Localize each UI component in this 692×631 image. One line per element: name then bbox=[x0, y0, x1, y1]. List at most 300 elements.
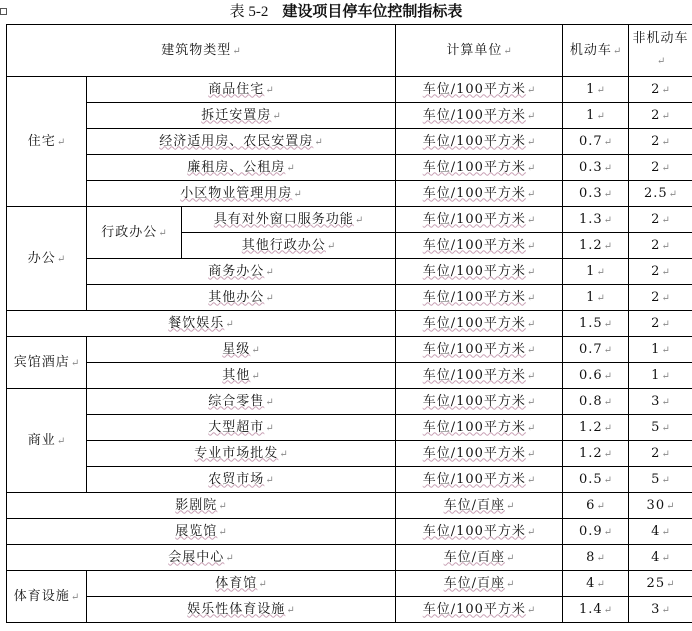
nonmotor-value-cell bbox=[629, 571, 692, 597]
motor-value-cell bbox=[563, 441, 629, 467]
paragraph-mark-icon: ↵ bbox=[314, 136, 323, 148]
paragraph-mark-icon: ↵ bbox=[506, 578, 515, 590]
unit-value: 车位/100平方米 bbox=[422, 523, 526, 539]
paragraph-mark-icon: ↵ bbox=[596, 292, 605, 304]
motor-value-cell bbox=[563, 519, 629, 545]
paragraph-mark-icon: ↵ bbox=[526, 604, 536, 616]
motor-value-cell bbox=[563, 311, 629, 337]
unit-value-cell bbox=[396, 311, 563, 337]
unit-value-cell bbox=[396, 467, 563, 493]
motor-value-cell bbox=[563, 129, 629, 155]
unit-value: 车位/100平方米 bbox=[422, 211, 526, 227]
motor-value-cell bbox=[563, 77, 629, 103]
header-label: 计算单位 bbox=[446, 42, 503, 58]
unit-value-cell bbox=[396, 233, 563, 259]
paragraph-mark-icon: ↵ bbox=[225, 318, 234, 330]
paragraph-mark-icon: ↵ bbox=[232, 45, 241, 57]
motor-value: 1 bbox=[586, 107, 596, 123]
nonmotor-value: 4 bbox=[651, 549, 661, 565]
building-type-label-cell bbox=[7, 311, 396, 337]
building-type-label-cell bbox=[87, 467, 396, 493]
unit-value: 车位/100平方米 bbox=[422, 237, 526, 253]
building-type-label: 农贸市场 bbox=[208, 471, 265, 487]
table-row bbox=[7, 103, 692, 129]
paragraph-mark-icon: ↵ bbox=[666, 578, 675, 590]
building-type-label-cell bbox=[87, 415, 396, 441]
paragraph-mark-icon: ↵ bbox=[661, 474, 670, 486]
paragraph-mark-icon: ↵ bbox=[526, 370, 536, 382]
nonmotor-value-cell bbox=[629, 337, 692, 363]
paragraph-mark-icon: ↵ bbox=[603, 526, 613, 538]
motor-value: 4 bbox=[586, 575, 596, 591]
table-title bbox=[0, 2, 692, 21]
nonmotor-value: 1 bbox=[651, 341, 661, 357]
paragraph-mark-icon: ↵ bbox=[286, 162, 295, 174]
paragraph-mark-icon: ↵ bbox=[612, 45, 622, 57]
motor-value-cell bbox=[563, 415, 629, 441]
paragraph-mark-icon: ↵ bbox=[526, 266, 536, 278]
paragraph-mark-icon: ↵ bbox=[661, 162, 670, 174]
unit-value-cell bbox=[396, 441, 563, 467]
category-label-cell bbox=[7, 77, 87, 207]
motor-value: 1.4 bbox=[578, 601, 603, 617]
building-type-label-cell bbox=[87, 363, 396, 389]
nonmotor-value-cell bbox=[629, 415, 692, 441]
paragraph-mark-icon: ↵ bbox=[506, 552, 515, 564]
paragraph-mark-icon: ↵ bbox=[272, 110, 281, 122]
building-type-label-cell bbox=[87, 597, 396, 623]
motor-value: 1.3 bbox=[578, 211, 603, 227]
motor-value: 0.3 bbox=[578, 185, 603, 201]
paragraph-mark-icon: ↵ bbox=[265, 396, 274, 408]
motor-value: 6 bbox=[586, 497, 596, 513]
unit-value: 车位/100平方米 bbox=[422, 367, 526, 383]
paragraph-mark-icon: ↵ bbox=[326, 240, 336, 252]
motor-value-cell bbox=[563, 363, 629, 389]
table-row bbox=[7, 597, 692, 623]
nonmotor-value: 2 bbox=[651, 263, 661, 279]
motor-value: 1.2 bbox=[578, 445, 603, 461]
paragraph-mark-icon: ↵ bbox=[661, 344, 670, 356]
unit-value: 车位/100平方米 bbox=[422, 315, 526, 331]
building-type-label: 商品住宅 bbox=[208, 81, 265, 97]
paragraph-mark-icon: ↵ bbox=[354, 214, 364, 226]
paragraph-mark-icon: ↵ bbox=[70, 591, 80, 603]
paragraph-mark-icon: ↵ bbox=[158, 227, 167, 239]
motor-value-cell bbox=[563, 597, 629, 623]
nonmotor-value: 2 bbox=[651, 211, 661, 227]
unit-value-cell bbox=[396, 77, 563, 103]
building-type-label: 综合零售 bbox=[208, 393, 265, 409]
nonmotor-value-cell bbox=[629, 545, 692, 571]
paragraph-mark-icon: ↵ bbox=[279, 448, 288, 460]
paragraph-mark-icon: ↵ bbox=[603, 474, 613, 486]
paragraph-mark-icon: ↵ bbox=[218, 500, 227, 512]
nonmotor-value: 4 bbox=[651, 523, 661, 539]
building-type-label: 娱乐性体育设施 bbox=[187, 601, 286, 617]
unit-value-cell bbox=[396, 207, 563, 233]
paragraph-mark-icon: ↵ bbox=[596, 552, 605, 564]
nonmotor-value-cell bbox=[629, 103, 692, 129]
nonmotor-value-cell bbox=[629, 441, 692, 467]
nonmotor-value: 5 bbox=[651, 471, 661, 487]
paragraph-mark-icon: ↵ bbox=[526, 162, 536, 174]
paragraph-mark-icon: ↵ bbox=[661, 448, 670, 460]
table-row bbox=[7, 467, 692, 493]
paragraph-mark-icon: ↵ bbox=[251, 370, 260, 382]
paragraph-mark-icon: ↵ bbox=[603, 188, 613, 200]
nonmotor-value-cell bbox=[629, 233, 692, 259]
nonmotor-value: 3 bbox=[651, 601, 661, 617]
unit-value-cell bbox=[396, 337, 563, 363]
category-label: 办公 bbox=[27, 250, 56, 266]
paragraph-mark-icon: ↵ bbox=[661, 266, 670, 278]
header-label: 非机动车 bbox=[632, 31, 689, 46]
nonmotor-value: 2 bbox=[651, 107, 661, 123]
category-label: 商业 bbox=[27, 432, 56, 448]
unit-value: 车位/100平方米 bbox=[422, 133, 526, 149]
building-type-label-cell bbox=[87, 129, 396, 155]
building-type-label: 展览馆 bbox=[175, 523, 218, 539]
paragraph-mark-icon: ↵ bbox=[225, 552, 234, 564]
motor-value: 1 bbox=[586, 263, 596, 279]
building-type-label: 会展中心 bbox=[168, 549, 225, 565]
paragraph-mark-icon: ↵ bbox=[526, 84, 536, 96]
paragraph-mark-icon: ↵ bbox=[661, 526, 670, 538]
building-type-label: 体育馆 bbox=[215, 575, 258, 591]
building-type-label: 商务办公 bbox=[208, 263, 265, 279]
building-type-label-cell bbox=[87, 259, 396, 285]
nonmotor-value-cell bbox=[629, 129, 692, 155]
unit-value-cell bbox=[396, 389, 563, 415]
nonmotor-value-cell bbox=[629, 389, 692, 415]
unit-value: 车位/百座 bbox=[443, 575, 506, 591]
table-row bbox=[7, 155, 692, 181]
paragraph-mark-icon: ↵ bbox=[603, 162, 613, 174]
building-type-label-cell bbox=[87, 571, 396, 597]
header-row bbox=[7, 25, 692, 77]
paragraph-mark-icon: ↵ bbox=[526, 422, 536, 434]
paragraph-mark-icon: ↵ bbox=[526, 240, 536, 252]
motor-value: 1.5 bbox=[578, 315, 603, 331]
paragraph-mark-icon: ↵ bbox=[293, 188, 302, 200]
building-type-label-cell bbox=[7, 545, 396, 571]
unit-value-cell bbox=[396, 181, 563, 207]
nonmotor-value-cell bbox=[629, 597, 692, 623]
unit-value-cell bbox=[396, 597, 563, 623]
table-row bbox=[7, 363, 692, 389]
paragraph-mark-icon: ↵ bbox=[603, 240, 613, 252]
motor-value: 0.7 bbox=[578, 341, 603, 357]
category-label: 宾馆酒店 bbox=[13, 354, 70, 370]
motor-value-cell bbox=[563, 233, 629, 259]
table-row bbox=[7, 493, 692, 519]
table-row bbox=[7, 285, 692, 311]
paragraph-mark-icon: ↵ bbox=[526, 318, 536, 330]
unit-value: 车位/100平方米 bbox=[422, 81, 526, 97]
building-type-label: 其他行政办公 bbox=[241, 237, 326, 253]
motor-value-cell bbox=[563, 181, 629, 207]
building-type-label: 其他 bbox=[222, 367, 251, 383]
motor-value-cell bbox=[563, 285, 629, 311]
paragraph-mark-icon: ↵ bbox=[668, 188, 678, 200]
header-label: 建筑物类型 bbox=[161, 42, 232, 58]
nonmotor-value-cell bbox=[629, 259, 692, 285]
category-label: 住宅 bbox=[27, 133, 56, 149]
unit-value: 车位/百座 bbox=[443, 549, 506, 565]
paragraph-mark-icon: ↵ bbox=[661, 110, 670, 122]
paragraph-mark-icon: ↵ bbox=[526, 188, 536, 200]
motor-value-cell bbox=[563, 259, 629, 285]
motor-value: 1 bbox=[586, 81, 596, 97]
paragraph-mark-icon: ↵ bbox=[661, 318, 670, 330]
paragraph-mark-icon: ↵ bbox=[596, 266, 605, 278]
paragraph-mark-icon: ↵ bbox=[251, 344, 260, 356]
paragraph-mark-icon: ↵ bbox=[603, 344, 613, 356]
motor-value-cell bbox=[563, 493, 629, 519]
nonmotor-value-cell bbox=[629, 363, 692, 389]
motor-value: 0.9 bbox=[578, 523, 603, 539]
nonmotor-value-cell bbox=[629, 311, 692, 337]
unit-value: 车位/100平方米 bbox=[422, 159, 526, 175]
paragraph-mark-icon: ↵ bbox=[603, 448, 613, 460]
table-row bbox=[7, 311, 692, 337]
paragraph-mark-icon: ↵ bbox=[661, 240, 670, 252]
table-row bbox=[7, 77, 692, 103]
building-type-label-cell bbox=[87, 181, 396, 207]
header-cell-motor bbox=[563, 25, 629, 77]
table-row bbox=[7, 415, 692, 441]
nonmotor-value: 2 bbox=[651, 159, 661, 175]
unit-value: 车位/100平方米 bbox=[422, 289, 526, 305]
building-type-label-cell bbox=[87, 285, 396, 311]
motor-value-cell bbox=[563, 389, 629, 415]
motor-value: 1.2 bbox=[578, 419, 603, 435]
building-type-label: 专业市场批发 bbox=[194, 445, 279, 461]
motor-value-cell bbox=[563, 103, 629, 129]
unit-value-cell bbox=[396, 155, 563, 181]
category-label-cell bbox=[7, 207, 87, 311]
building-type-label-cell bbox=[87, 155, 396, 181]
paragraph-mark-icon: ↵ bbox=[56, 435, 66, 447]
table-body bbox=[7, 25, 692, 623]
paragraph-mark-icon: ↵ bbox=[526, 448, 536, 460]
building-type-label: 经济适用房、农民安置房 bbox=[159, 133, 314, 149]
paragraph-mark-icon: ↵ bbox=[661, 136, 670, 148]
motor-value: 0.6 bbox=[578, 367, 603, 383]
paragraph-mark-icon: ↵ bbox=[526, 292, 536, 304]
motor-value: 1.2 bbox=[578, 237, 603, 253]
building-type-label-cell bbox=[87, 337, 396, 363]
category-label: 行政办公 bbox=[101, 224, 158, 240]
table-row bbox=[7, 441, 692, 467]
paragraph-mark-icon: ↵ bbox=[526, 110, 536, 122]
nonmotor-value: 2 bbox=[651, 445, 661, 461]
table-row bbox=[7, 545, 692, 571]
paragraph-mark-icon: ↵ bbox=[661, 214, 670, 226]
building-type-label-cell bbox=[87, 389, 396, 415]
unit-value-cell bbox=[396, 103, 563, 129]
unit-value: 车位/100平方米 bbox=[422, 471, 526, 487]
paragraph-mark-icon: ↵ bbox=[603, 214, 613, 226]
nonmotor-value-cell bbox=[629, 77, 692, 103]
paragraph-mark-icon: ↵ bbox=[661, 292, 670, 304]
table-row bbox=[7, 571, 692, 597]
paragraph-mark-icon: ↵ bbox=[603, 422, 613, 434]
paragraph-mark-icon: ↵ bbox=[265, 292, 274, 304]
paragraph-mark-icon: ↵ bbox=[661, 370, 670, 382]
motor-value-cell bbox=[563, 467, 629, 493]
building-type-label-cell bbox=[87, 103, 396, 129]
building-type-label-cell bbox=[87, 77, 396, 103]
category-label-cell bbox=[87, 207, 182, 259]
paragraph-mark-icon: ↵ bbox=[265, 266, 274, 278]
paragraph-mark-icon: ↵ bbox=[661, 84, 670, 96]
table-row bbox=[7, 181, 692, 207]
paragraph-mark-icon: ↵ bbox=[56, 253, 66, 265]
paragraph-mark-icon: ↵ bbox=[526, 344, 536, 356]
motor-value: 0.5 bbox=[578, 471, 603, 487]
building-type-label: 小区物业管理用房 bbox=[180, 185, 293, 201]
nonmotor-value: 2 bbox=[651, 81, 661, 97]
paragraph-mark-icon: ↵ bbox=[218, 526, 227, 538]
paragraph-mark-icon: ↵ bbox=[526, 526, 536, 538]
motor-value: 0.3 bbox=[578, 159, 603, 175]
table-row bbox=[7, 519, 692, 545]
unit-value-cell bbox=[396, 493, 563, 519]
unit-value-cell bbox=[396, 545, 563, 571]
motor-value: 1 bbox=[586, 289, 596, 305]
motor-value-cell bbox=[563, 571, 629, 597]
building-type-label: 星级 bbox=[222, 341, 251, 357]
paragraph-mark-icon: ↵ bbox=[265, 422, 274, 434]
unit-value: 车位/百座 bbox=[443, 497, 506, 513]
parking-standards-table bbox=[6, 24, 692, 623]
paragraph-mark-icon: ↵ bbox=[265, 474, 274, 486]
paragraph-mark-icon: ↵ bbox=[603, 396, 613, 408]
motor-value-cell bbox=[563, 207, 629, 233]
nonmotor-value-cell bbox=[629, 285, 692, 311]
building-type-label-cell bbox=[182, 207, 396, 233]
unit-value-cell bbox=[396, 415, 563, 441]
category-label-cell bbox=[7, 389, 87, 493]
paragraph-mark-icon: ↵ bbox=[603, 604, 613, 616]
paragraph-mark-icon: ↵ bbox=[666, 500, 675, 512]
unit-value-cell bbox=[396, 285, 563, 311]
header-label: 机动车 bbox=[569, 42, 612, 58]
category-label: 体育设施 bbox=[13, 588, 70, 604]
nonmotor-value: 3 bbox=[651, 393, 661, 409]
paragraph-mark-icon: ↵ bbox=[661, 422, 670, 434]
paragraph-mark-icon: ↵ bbox=[661, 604, 670, 616]
table-row bbox=[7, 129, 692, 155]
nonmotor-value-cell bbox=[629, 519, 692, 545]
paragraph-mark-icon: ↵ bbox=[258, 578, 267, 590]
paragraph-mark-icon: ↵ bbox=[661, 552, 670, 564]
unit-value: 车位/100平方米 bbox=[422, 393, 526, 409]
nonmotor-value: 1 bbox=[651, 367, 661, 383]
building-type-label: 餐饮娱乐 bbox=[168, 315, 225, 331]
category-label-cell bbox=[7, 337, 87, 389]
building-type-label: 具有对外窗口服务功能 bbox=[213, 211, 354, 227]
paragraph-mark-icon: ↵ bbox=[596, 578, 605, 590]
paragraph-mark-icon: ↵ bbox=[526, 474, 536, 486]
building-type-label-cell bbox=[182, 233, 396, 259]
table-number: 表 5-2 bbox=[229, 4, 269, 20]
unit-value-cell bbox=[396, 129, 563, 155]
motor-value: 0.7 bbox=[578, 133, 603, 149]
paragraph-mark-icon: ↵ bbox=[503, 45, 512, 57]
building-type-label: 影剧院 bbox=[175, 497, 218, 513]
building-type-label-cell bbox=[7, 493, 396, 519]
header-cell-unit bbox=[396, 25, 563, 77]
paragraph-mark-icon: ↵ bbox=[286, 604, 295, 616]
building-type-label: 拆迁安置房 bbox=[201, 107, 272, 123]
unit-value: 车位/100平方米 bbox=[422, 263, 526, 279]
paragraph-mark-icon: ↵ bbox=[596, 84, 605, 96]
nonmotor-value-cell bbox=[629, 467, 692, 493]
nonmotor-value: 2 bbox=[651, 237, 661, 253]
unit-value: 车位/100平方米 bbox=[422, 419, 526, 435]
paragraph-mark-icon: ↵ bbox=[56, 136, 66, 148]
nonmotor-value: 2.5 bbox=[643, 185, 668, 201]
category-label-cell bbox=[7, 571, 87, 623]
paragraph-mark-icon: ↵ bbox=[526, 136, 536, 148]
motor-value-cell bbox=[563, 337, 629, 363]
nonmotor-value: 2 bbox=[651, 315, 661, 331]
unit-value-cell bbox=[396, 363, 563, 389]
paragraph-mark-icon: ↵ bbox=[596, 500, 605, 512]
nonmotor-value: 2 bbox=[651, 289, 661, 305]
paragraph-mark-icon: ↵ bbox=[603, 318, 613, 330]
unit-value: 车位/100平方米 bbox=[422, 185, 526, 201]
paragraph-mark-icon: ↵ bbox=[603, 370, 613, 382]
building-type-label: 廉租房、公租房 bbox=[187, 159, 286, 175]
table-row bbox=[7, 207, 692, 233]
unit-value: 车位/100平方米 bbox=[422, 107, 526, 123]
motor-value-cell bbox=[563, 155, 629, 181]
unit-value: 车位/100平方米 bbox=[422, 445, 526, 461]
paragraph-mark-icon: ↵ bbox=[265, 84, 274, 96]
paragraph-mark-icon: ↵ bbox=[603, 136, 613, 148]
building-type-label: 其他办公 bbox=[208, 289, 265, 305]
building-type-label-cell bbox=[87, 441, 396, 467]
paragraph-mark-icon: ↵ bbox=[526, 214, 536, 226]
unit-value-cell bbox=[396, 571, 563, 597]
nonmotor-value: 30 bbox=[646, 497, 666, 513]
paragraph-mark-icon: ↵ bbox=[70, 357, 80, 369]
paragraph-mark-icon: ↵ bbox=[506, 500, 515, 512]
paragraph-mark-icon: ↵ bbox=[526, 396, 536, 408]
nonmotor-value-cell bbox=[629, 155, 692, 181]
motor-value-cell bbox=[563, 545, 629, 571]
motor-value: 8 bbox=[586, 549, 596, 565]
unit-value-cell bbox=[396, 259, 563, 285]
header-cell-nonmotor bbox=[629, 25, 692, 77]
nonmotor-value-cell bbox=[629, 181, 692, 207]
table-name: 建设项目停车位控制指标表 bbox=[282, 2, 463, 20]
paragraph-mark-icon: ↵ bbox=[596, 110, 605, 122]
nonmotor-value-cell bbox=[629, 493, 692, 519]
table-row bbox=[7, 337, 692, 363]
unit-value: 车位/100平方米 bbox=[422, 341, 526, 357]
table-row bbox=[7, 389, 692, 415]
motor-value: 0.8 bbox=[578, 393, 603, 409]
unit-value-cell bbox=[396, 519, 563, 545]
building-type-label: 大型超市 bbox=[208, 419, 265, 435]
unit-value: 车位/100平方米 bbox=[422, 601, 526, 617]
building-type-label-cell bbox=[7, 519, 396, 545]
